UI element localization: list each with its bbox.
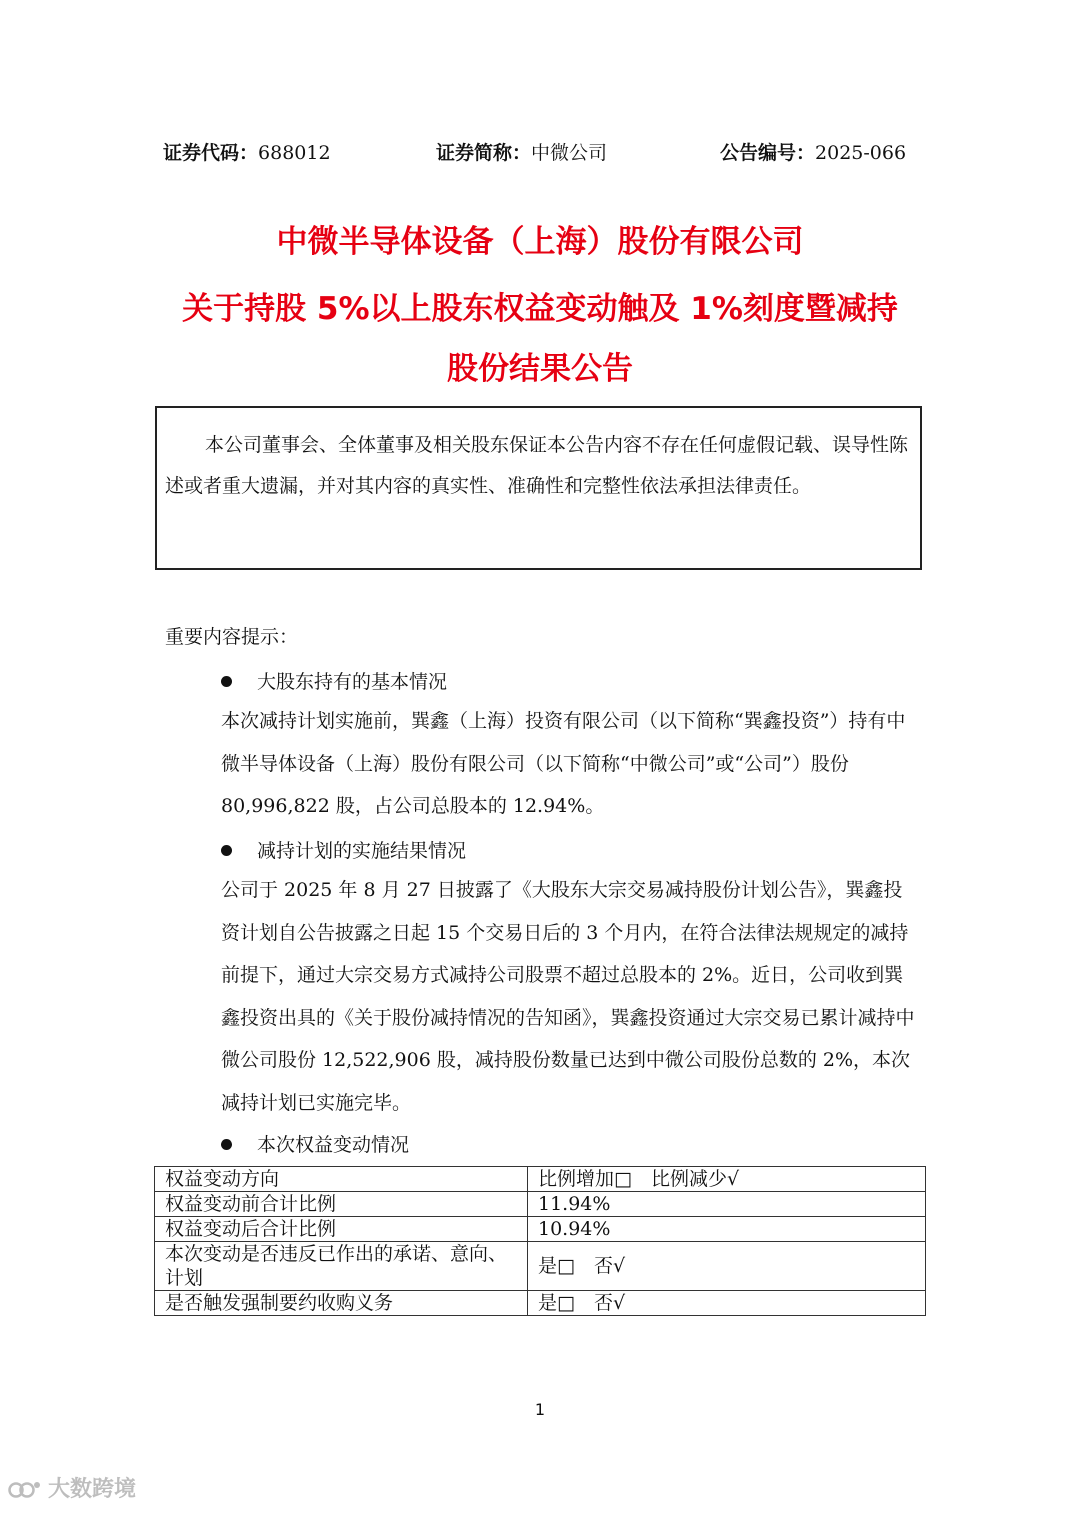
table-cell-label: 权益变动方向 <box>155 1167 528 1192</box>
section-heading-text: 大股东持有的基本情况 <box>257 671 448 693</box>
notice-number <box>720 138 906 165</box>
watermark-text: 大数跨境 <box>48 1477 137 1502</box>
disclaimer-text: 本公司董事会、全体董事及相关股东保证本公告内容不存在任何虚假记载、误导性陈述或者重大遗漏，并对其内容的真实性、准确性和完整性依法承担法律责任。 <box>165 434 909 497</box>
section-heading-1 <box>221 667 447 694</box>
table-row <box>155 1291 926 1316</box>
table-cell-label: 是否触发强制要约收购义务 <box>155 1291 528 1316</box>
table-cell-value: 11.94% <box>528 1192 926 1217</box>
bullet-icon <box>221 676 232 687</box>
table-cell-label: 权益变动后合计比例 <box>155 1217 528 1242</box>
section-heading-text: 减持计划的实施结果情况 <box>257 840 467 862</box>
table-row <box>155 1192 926 1217</box>
bullet-icon <box>221 845 232 856</box>
security-abbr <box>436 138 607 165</box>
header-row <box>163 138 915 168</box>
section-paragraph-1: 本次减持计划实施前，巽鑫（上海）投资有限公司（以下简称“巽鑫投资”）持有中微半导体设备（上海）股份有限公司（以下简称“中微公司”或“公司”）股份 80,996,822 股，占公司总股本的 12.94%。 <box>221 710 906 817</box>
bullet-icon <box>221 1139 232 1150</box>
notice-number-label: 公告编号： <box>720 142 816 164</box>
table-row <box>155 1217 926 1242</box>
section-heading-3 <box>221 1130 409 1157</box>
table-cell-value: 10.94% <box>528 1217 926 1242</box>
section-heading-text: 本次权益变动情况 <box>257 1134 410 1156</box>
key-points-label: 重要内容提示： <box>165 626 299 648</box>
security-code-label: 证券代码： <box>163 142 259 164</box>
security-abbr-value: 中微公司 <box>531 142 608 164</box>
watermark <box>8 1472 136 1503</box>
table-cell-label: 权益变动前合计比例 <box>155 1192 528 1217</box>
table-row <box>155 1242 926 1291</box>
security-code-value: 688012 <box>258 142 331 164</box>
security-code <box>163 138 331 165</box>
equity-change-table <box>154 1166 926 1316</box>
notice-number-value: 2025-066 <box>815 142 907 164</box>
section-heading-2 <box>221 836 466 863</box>
title-line-3: 股份结果公告 <box>447 351 633 387</box>
table-cell-value: 是□ 否√ <box>528 1291 926 1316</box>
disclaimer-box <box>155 406 922 570</box>
section-paragraph-2: 公司于 2025 年 8 月 27 日披露了《大股东大宗交易减持股份计划公告》，巽鑫投资计划自公告披露之日起 15 个交易日后的 3 个月内，在符合法律法规规定的减持前提下，通过大宗交易方式减持公司股票不超过总股本的 2%。近日，公司收到巽鑫投资出具的《关于股份减持情况的告知函》，巽鑫投资通过大宗交易已累计减持中微公司股份 12,522,906 股，减持股份数量已达到中微公司股份总数的 2%，本次减持计划已实施完毕。 <box>221 879 915 1114</box>
watermark-logo-icon <box>8 1479 42 1501</box>
table-row <box>155 1167 926 1192</box>
title-line-1: 中微半导体设备（上海）股份有限公司 <box>276 224 804 260</box>
table-cell-label: 本次变动是否违反已作出的承诺、意向、计划 <box>155 1242 528 1291</box>
page-number: 1 <box>534 1400 546 1419</box>
title-line-2: 关于持股 5%以上股东权益变动触及 1%刻度暨减持 <box>182 291 898 327</box>
security-abbr-label: 证券简称： <box>436 142 532 164</box>
table-cell-value: 是□ 否√ <box>528 1242 926 1291</box>
table-cell-value: 比例增加□ 比例减少√ <box>528 1167 926 1192</box>
